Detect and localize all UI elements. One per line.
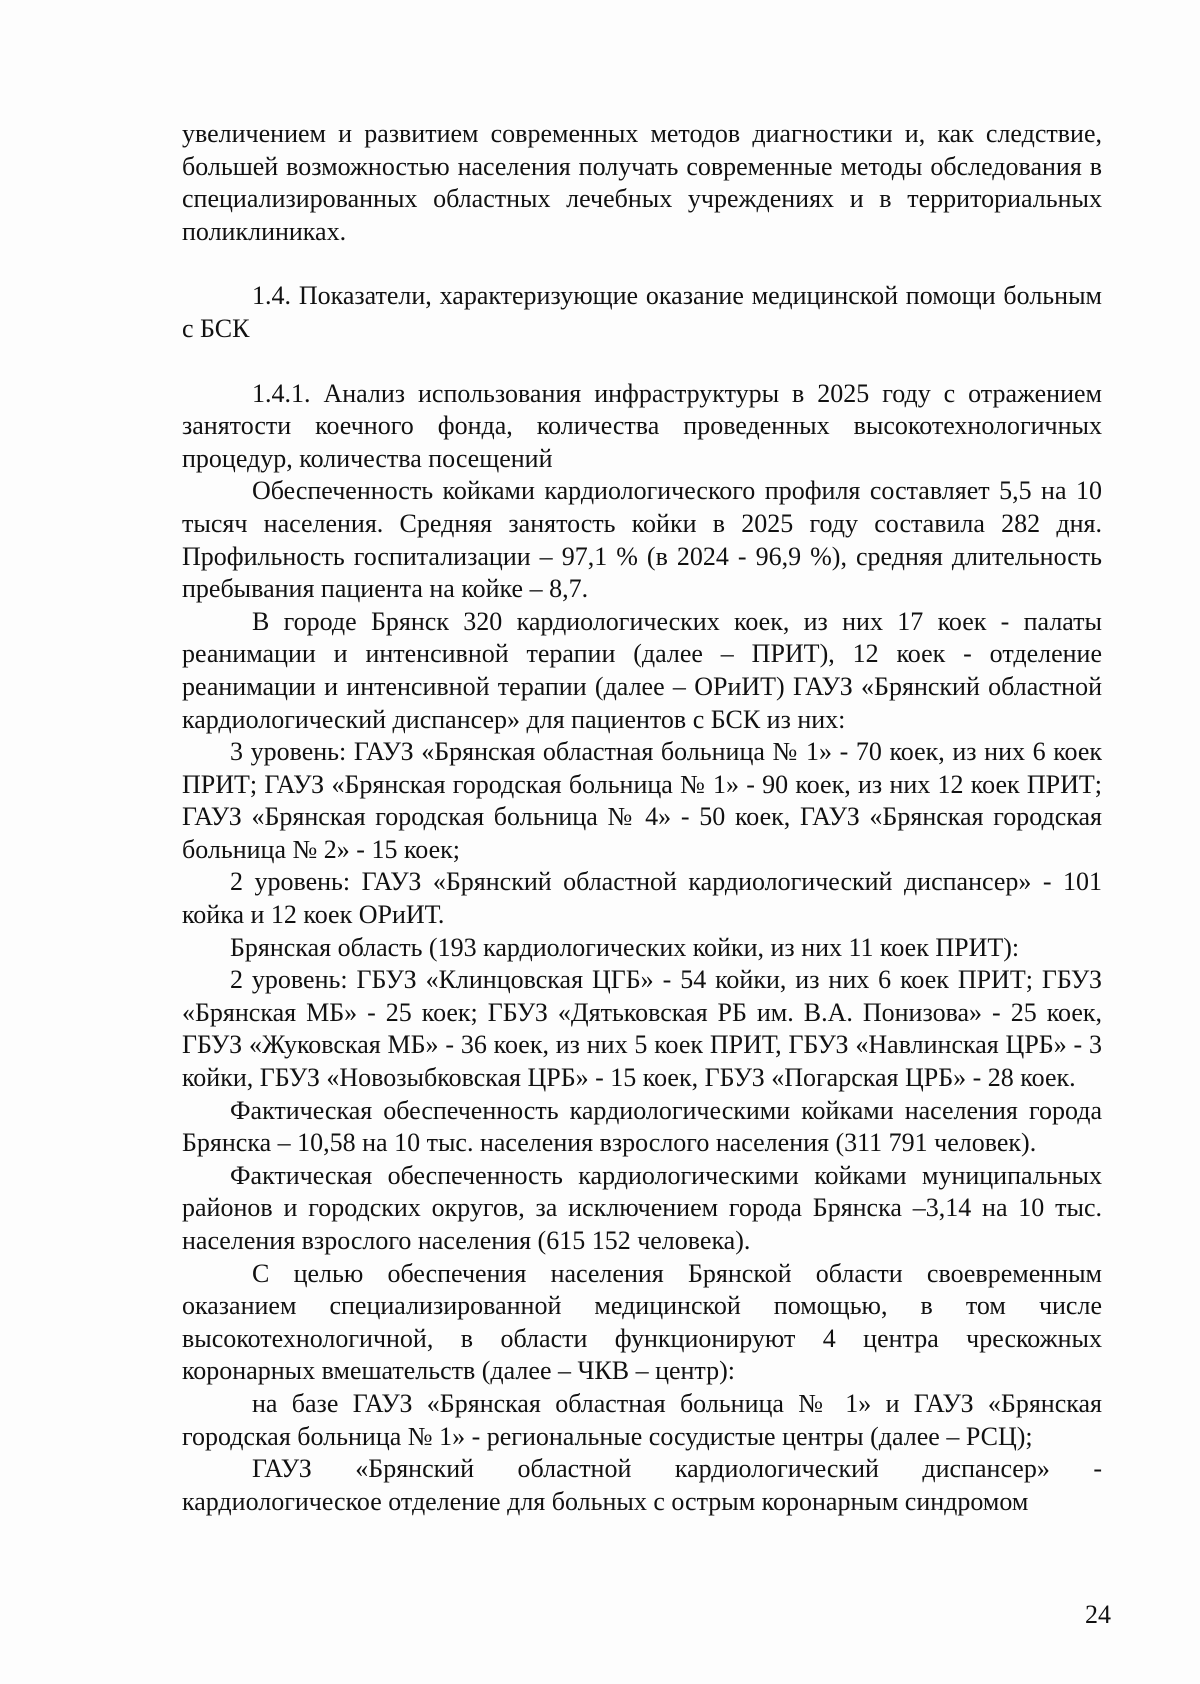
- paragraph-actual-provision-districts: Фактическая обеспеченность кардиологическими койками муниципальных районов и городских округов, за исключением города Брянска –3,14 на 10 тыс. населения взрослого населения (615 152 человека).: [182, 1160, 1102, 1255]
- subsection-heading-1-4-1: 1.4.1. Анализ использования инфраструктуры в 2025 году с отражением занятости коечного фонда, количества проведенных высокотехнологичных процедур, количества посещений: [182, 378, 1102, 473]
- page-number: 24: [1085, 1600, 1111, 1629]
- paragraph-continuation: увеличением и развитием современных методов диагностики и, как следствие, большей возможностью населения получать современные методы обследования в специализированных областных лечебных учреждениях и в территориальных поликлиниках.: [182, 119, 1102, 246]
- paragraph-cardio-dispensary: ГАУЗ «Брянский областной кардиологический диспансер» - кардиологическое отделение для больных с острым коронарным синдромом: [182, 1454, 1102, 1516]
- paragraph-actual-provision-city: Фактическая обеспеченность кардиологическими койками населения города Брянска – 10,58 на 10 тыс. населения взрослого населения (311 791 человек).: [182, 1095, 1102, 1158]
- paragraph-region-beds: Брянская область (193 кардиологических койки, из них 11 коек ПРИТ):: [230, 932, 1020, 962]
- paragraph-bed-provision: Обеспеченность койками кардиологического профиля составляет 5,5 на 10 тысяч населения. Средняя занятость койки в 2025 году составила 282 дня. Профильность госпитализации – 97,1 % (в 2024 - 96,9 %), средняя длительность пребывания пациента на койке – 8,7.: [182, 476, 1102, 604]
- paragraph-level-3: 3 уровень: ГАУЗ «Брянская областная больница № 1» - 70 коек, из них 6 коек ПРИТ; ГАУЗ «Брянская городская больница № 1» - 90 коек, из них 12 коек ПРИТ; ГАУЗ «Брянская городская больница № 4» - 50 коек, ГАУЗ «Брянская городская больница № 2» - 15 коек;: [182, 737, 1102, 864]
- paragraph-pci-centers: С целью обеспечения населения Брянской области своевременным оказанием специализированной медицинской помощью, в том числе высокотехнологичной, в области функционируют 4 центра чрескожных коронарных вмешательств (далее – ЧКВ – центр):: [182, 1258, 1102, 1386]
- section-heading-1-4: 1.4. Показатели, характеризующие оказание медицинской помощи больным с БСК: [182, 281, 1102, 343]
- paragraph-rsc: на базе ГАУЗ «Брянская областная больница № 1» и ГАУЗ «Брянская городская больница № 1» - региональные сосудистые центры (далее – РСЦ);: [182, 1388, 1102, 1451]
- document-body: [182, 118, 1102, 1518]
- paragraph-level-2-city: 2 уровень: ГАУЗ «Брянский областной кардиологический диспансер» - 101 койка и 12 коек ОРиИТ.: [182, 867, 1102, 930]
- paragraph-level-2-region: 2 уровень: ГБУЗ «Клинцовская ЦГБ» - 54 койки, из них 6 коек ПРИТ; ГБУЗ «Брянская МБ» - 25 коек; ГБУЗ «Дятьковская РБ им. В.А. Понизова» - 25 коек, ГБУЗ «Жуковская МБ» - 36 коек, из них 5 коек ПРИТ, ГБУЗ «Навлинская ЦРБ» - 3 койки, ГБУЗ «Новозыбковская ЦРБ» - 15 коек, ГБУЗ «Погарская ЦРБ» - 28 коек.: [182, 965, 1102, 1093]
- paragraph-bryansk-beds: В городе Брянск 320 кардиологических коек, из них 17 коек - палаты реанимации и интенсивной терапии (далее – ПРИТ), 12 коек - отделение реанимации и интенсивной терапии (далее – ОРиИТ) ГАУЗ «Брянский областной кардиологический диспансер» для пациентов с БСК из них:: [182, 606, 1102, 734]
